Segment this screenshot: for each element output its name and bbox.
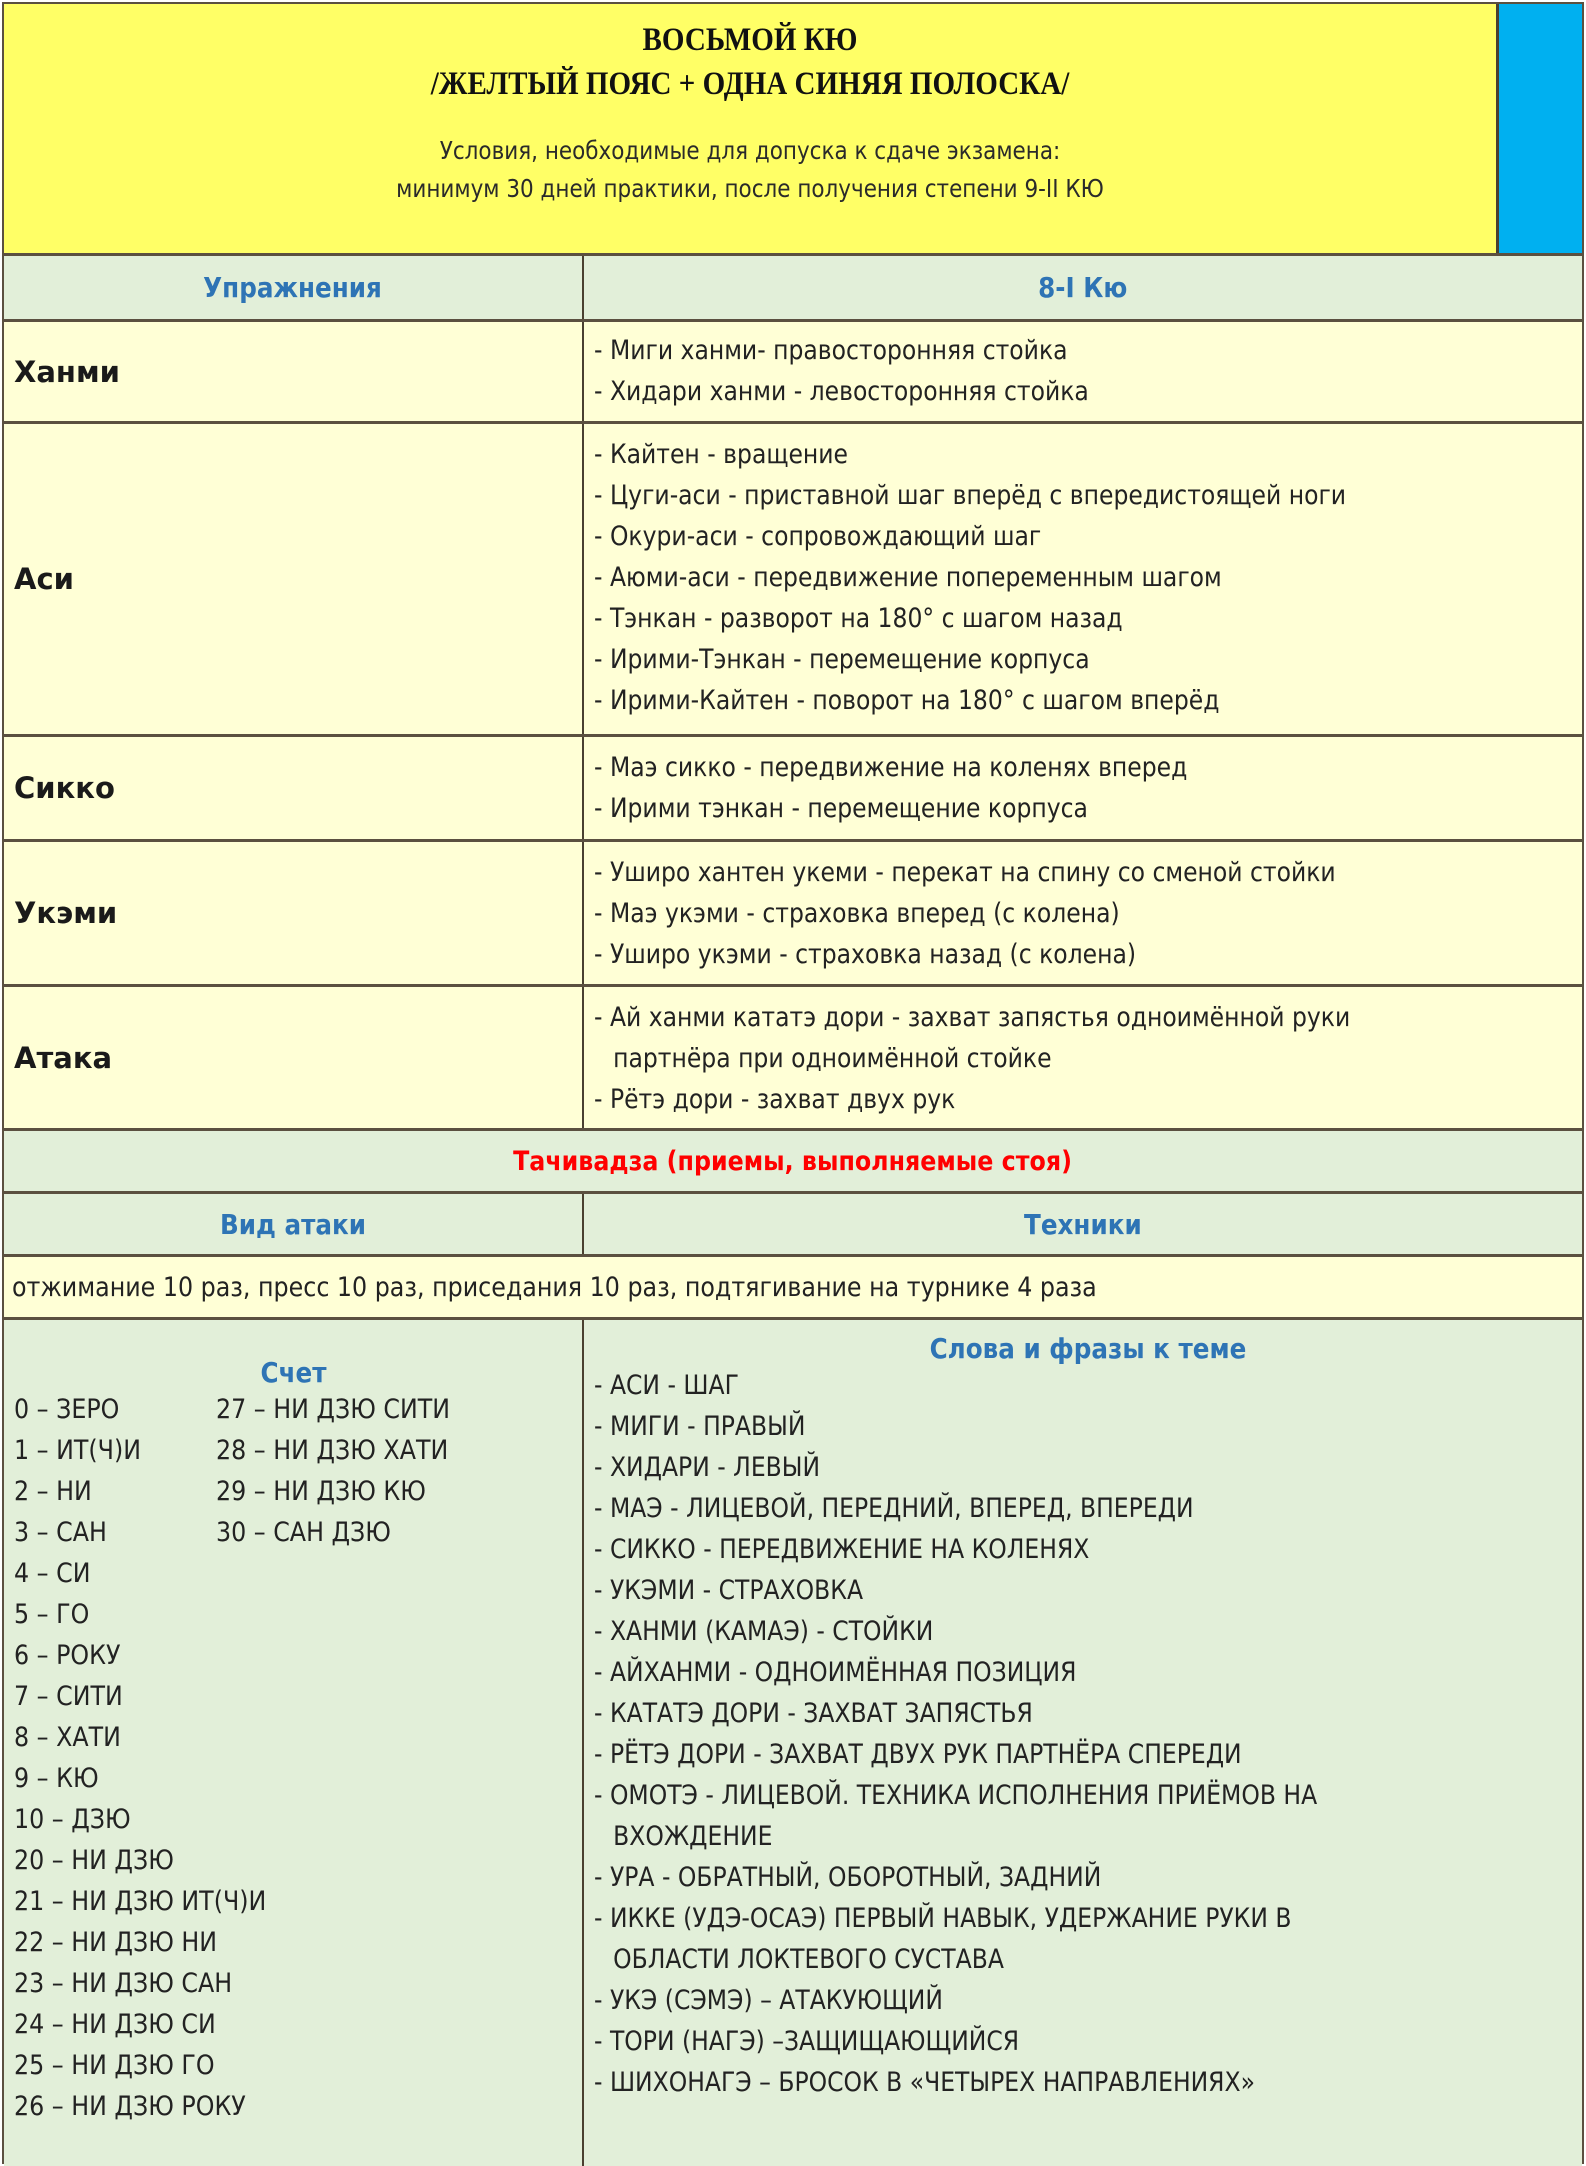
list-item: - СИККО - ПЕРЕДВИЖЕНИЕ НА КОЛЕНЯХ	[594, 1534, 1090, 1565]
list-item: - АСИ - ШАГ	[594, 1370, 739, 1401]
list-item: 5 – ГО	[14, 1599, 90, 1630]
conditions-line-1: Условия, необходимые для допуска к сдаче экзамена:	[439, 136, 1061, 165]
list-item: - Ирими-Кайтен - поворот на 180° с шагом вперёд	[594, 685, 1220, 716]
exam-requirements-sheet	[2, 2, 1584, 2164]
physical-requirements: отжимание 10 раз, пресс 10 раз, приседания 10 раз, подтягивание на турнике 4 раза	[12, 1271, 1097, 1303]
list-item: 28 – НИ ДЗЮ ХАТИ	[216, 1435, 449, 1466]
col-header-techniques: Техники	[1024, 1207, 1142, 1241]
words-section	[584, 1320, 1582, 2166]
list-item: 10 – ДЗЮ	[14, 1804, 131, 1835]
physical-requirements-row	[4, 1257, 1582, 1320]
list-item: 6 – РОКУ	[14, 1640, 121, 1671]
row-label: Сикко	[4, 737, 584, 839]
list-item: 7 – СИТИ	[14, 1681, 123, 1712]
list-item: 0 – ЗЕРО	[14, 1394, 120, 1425]
list-item: 21 – НИ ДЗЮ ИТ(Ч)И	[14, 1886, 267, 1917]
table-row-ashi	[4, 424, 1582, 737]
row-items	[584, 424, 1582, 734]
list-item: - Аюми-аси - передвижение попеременным шагом	[594, 562, 1222, 593]
list-item: 22 – НИ ДЗЮ НИ	[14, 1927, 218, 1958]
list-item: - УРА - ОБРАТНЫЙ, ОБОРОТНЫЙ, ЗАДНИЙ	[594, 1862, 1102, 1893]
tachiwaza-title-row	[4, 1131, 1582, 1194]
list-item: - Окури-аси - сопровождающий шаг	[594, 521, 1042, 552]
list-item: - Цуги-аси - приставной шаг вперёд с впередистоящей ноги	[594, 480, 1347, 511]
tachiwaza-title: Тачивадза (приемы, выполняемые стоя)	[513, 1145, 1073, 1177]
row-items	[584, 842, 1582, 984]
list-item: - Ай ханми кататэ дори - захват запястья одноимённой руки	[594, 1002, 1351, 1033]
list-item: - ШИХОНАГЭ – БРОСОК В «ЧЕТЫРЕХ НАПРАВЛЕНИЯХ»	[594, 2067, 1255, 2098]
list-item: - ОМОТЭ - ЛИЦЕВОЙ. ТЕХНИКА ИСПОЛНЕНИЯ ПРИЁМОВ НА	[594, 1780, 1318, 1811]
list-item: - УКЭ (СЭМЭ) – АТАКУЮЩИЙ	[594, 1985, 943, 2016]
words-title: Слова и фразы к теме	[929, 1332, 1247, 1365]
list-item: 3 – САН	[14, 1517, 107, 1548]
table-row-hanmi	[4, 322, 1582, 424]
list-item: ОБЛАСТИ ЛОКТЕВОГО СУСТАВА	[613, 1944, 1004, 1975]
words-list	[594, 1365, 1582, 2103]
table-row-shikko	[4, 737, 1582, 842]
belt-subtitle: /ЖЕЛТЫЙ ПОЯС + ОДНА СИНЯЯ ПОЛОСКА/	[430, 66, 1070, 102]
vocabulary-row	[4, 1320, 1582, 2166]
list-item: ВХОЖДЕНИЕ	[613, 1821, 773, 1852]
row-items	[584, 737, 1582, 839]
header-banner	[4, 4, 1582, 256]
blue-stripe-swatch	[1496, 4, 1582, 253]
list-item: 29 – НИ ДЗЮ КЮ	[216, 1476, 426, 1507]
list-item: - Маэ сикко - передвижение на коленях вперед	[594, 752, 1188, 783]
list-item: - Маэ укэми - страховка вперед (с колена)	[594, 898, 1120, 929]
list-item: 23 – НИ ДЗЮ САН	[14, 1968, 233, 1999]
list-item: 4 – СИ	[14, 1558, 91, 1589]
col-header-exercises: Упражнения	[4, 256, 584, 319]
list-item: 24 – НИ ДЗЮ СИ	[14, 2009, 216, 2040]
row-label: Аси	[4, 424, 584, 734]
list-item: 25 – НИ ДЗЮ ГО	[14, 2050, 215, 2081]
list-item: 8 – ХАТИ	[14, 1722, 121, 1753]
list-item: 30 – САН ДЗЮ	[216, 1517, 391, 1548]
list-item: 26 – НИ ДЗЮ РОКУ	[14, 2091, 246, 2122]
page-title: ВОСЬМОЙ КЮ	[642, 22, 858, 58]
tachiwaza-header-row	[4, 1194, 1582, 1257]
row-items	[584, 987, 1582, 1128]
conditions-line-2: минимум 30 дней практики, после получения степени 9-II КЮ	[396, 174, 1104, 203]
count-column-2	[216, 1389, 482, 1553]
list-item: - Хидари ханми - левосторонняя стойка	[594, 376, 1089, 407]
list-item: - Рётэ дори - захват двух рук	[594, 1084, 956, 1115]
list-item: 20 – НИ ДЗЮ	[14, 1845, 174, 1876]
list-item: - ХАНМИ (КАМАЭ) - СТОЙКИ	[594, 1616, 934, 1647]
list-item: - УКЭМИ - СТРАХОВКА	[594, 1575, 864, 1606]
list-item: 9 – КЮ	[14, 1763, 99, 1794]
table-header-row	[4, 256, 1582, 322]
list-item: - Ирими тэнкан - перемещение корпуса	[594, 793, 1088, 824]
list-item: - Кайтен - вращение	[594, 439, 848, 470]
list-item: - МАЭ - ЛИЦЕВОЙ, ПЕРЕДНИЙ, ВПЕРЕД, ВПЕРЕДИ	[594, 1493, 1194, 1524]
list-item: - Уширо укэми - страховка назад (с колена)	[594, 939, 1137, 970]
row-items	[584, 322, 1582, 421]
list-item: 2 – НИ	[14, 1476, 92, 1507]
list-item: - РЁТЭ ДОРИ - ЗАХВАТ ДВУХ РУК ПАРТНЁРА СПЕРЕДИ	[594, 1739, 1242, 1770]
list-item: - Ирими-Тэнкан - перемещение корпуса	[594, 644, 1090, 675]
list-item: - ХИДАРИ - ЛЕВЫЙ	[594, 1452, 821, 1483]
count-section	[4, 1320, 584, 2166]
list-item: - ИККЕ (УДЭ-ОСАЭ) ПЕРВЫЙ НАВЫК, УДЕРЖАНИЕ РУКИ В	[594, 1903, 1292, 1934]
table-row-attack	[4, 987, 1582, 1131]
col-header-attack-type: Вид атаки	[4, 1194, 584, 1254]
row-label: Ханми	[4, 322, 584, 421]
list-item: - ТОРИ (НАГЭ) –ЗАЩИЩАЮЩИЙСЯ	[594, 2026, 1020, 2057]
list-item: - КАТАТЭ ДОРИ - ЗАХВАТ ЗАПЯСТЬЯ	[594, 1698, 1033, 1729]
list-item: - Тэнкан - разворот на 180° с шагом назад	[594, 603, 1123, 634]
row-label: Укэми	[4, 842, 584, 984]
list-item: 1 – ИТ(Ч)И	[14, 1435, 141, 1466]
list-item: - АЙХАНМИ - ОДНОИМЁННАЯ ПОЗИЦИЯ	[594, 1657, 1077, 1688]
list-item: партнёра при одноимённой стойке	[613, 1043, 1052, 1074]
col-header-kyu: 8-I Кю	[1038, 271, 1128, 304]
row-label: Атака	[4, 987, 584, 1128]
list-item: - Уширо хантен укеми - перекат на спину со сменой стойки	[594, 857, 1336, 888]
table-row-ukemi	[4, 842, 1582, 987]
count-title: Счет	[260, 1356, 326, 1389]
list-item: - МИГИ - ПРАВЫЙ	[594, 1411, 806, 1442]
list-item: - Миги ханми- правосторонняя стойка	[594, 335, 1068, 366]
list-item: 27 – НИ ДЗЮ СИТИ	[216, 1394, 451, 1425]
header-main	[4, 4, 1496, 253]
